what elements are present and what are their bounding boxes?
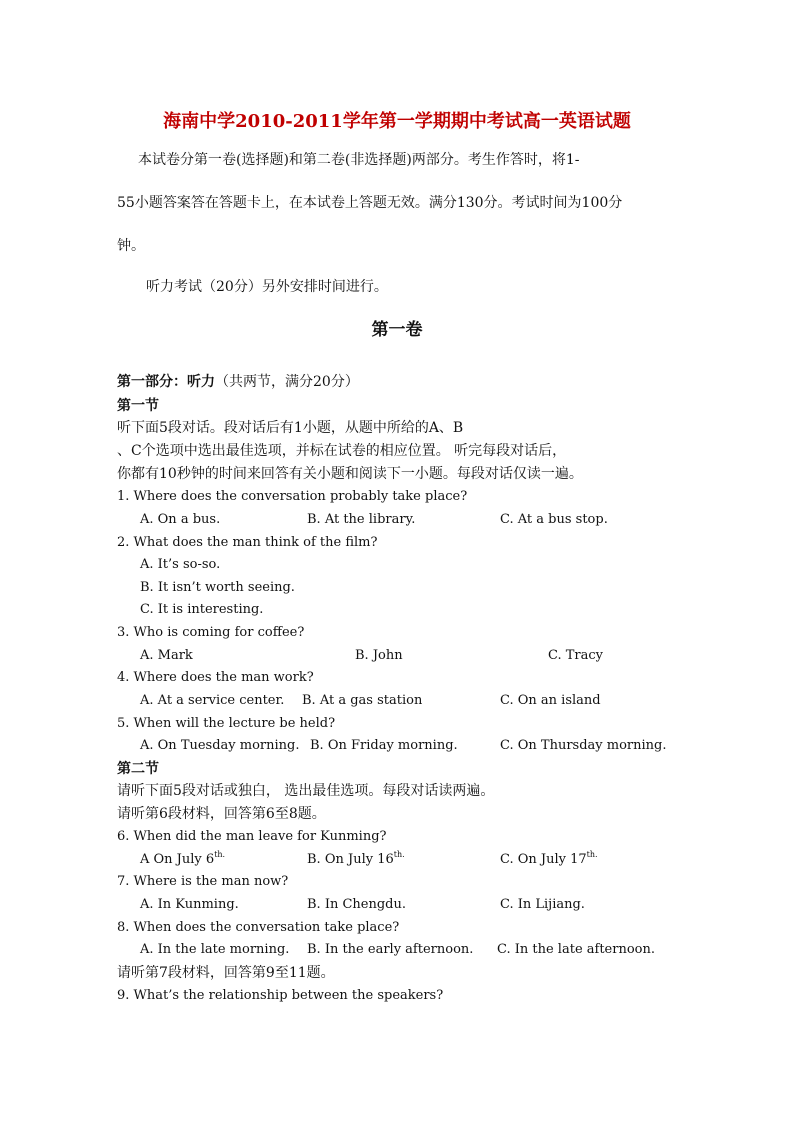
question-8-option-b: B. In the early afternoon. — [307, 942, 474, 957]
volume-title: 第一卷 — [371, 320, 423, 340]
intro-line-1: 本试卷分第一卷(选择题)和第二卷(非选择题)两部分。考生作答时，将1- — [138, 152, 580, 168]
question-6-option-b-sup: th. — [393, 850, 405, 859]
question-3-option-a: A. Mark — [140, 648, 193, 663]
question-1-option-a: A. On a bus. — [140, 512, 221, 527]
question-6-option-a-text: A On July 6 — [140, 852, 215, 867]
question-6-option-c-sup: th. — [586, 850, 598, 859]
question-6-option-b — [307, 851, 405, 868]
intro-line-4: 听力考试（20分）另外安排时间进行。 — [146, 279, 388, 295]
question-2-stem: 2. What does the man think of the film? — [117, 535, 378, 550]
section2-material-7: 请听第7段材料，回答第9至11题。 — [117, 965, 335, 981]
question-4-option-a: A. At a service center. — [140, 693, 285, 708]
question-2-option-a: A. It’s so-so. — [140, 557, 221, 572]
question-6-stem: 6. When did the man leave for Kunming? — [117, 829, 387, 844]
exam-title: 海南中学2010-2011学年第一学期期中考试高一英语试题 — [163, 111, 631, 132]
section2-heading: 第二节 — [117, 761, 159, 777]
question-7-option-b: B. In Chengdu. — [307, 897, 406, 912]
question-4-option-b: B. At a gas station — [302, 693, 423, 708]
section1-heading: 第一节 — [117, 398, 159, 414]
question-8-stem: 8. When does the conversation take place? — [117, 920, 400, 935]
question-2-option-c: C. It is interesting. — [140, 602, 264, 617]
question-6-option-c-text: C. On July 17 — [500, 852, 587, 867]
question-7-stem: 7. Where is the man now? — [117, 874, 289, 889]
question-5-option-a: A. On Tuesday morning. — [140, 738, 300, 753]
question-5-stem: 5. When will the lecture be held? — [117, 716, 336, 731]
section2-instruction-1: 请听下面5段对话或独白， 选出最佳选项。每段对话读两遍。 — [117, 783, 495, 799]
question-4-stem: 4. Where does the man work? — [117, 670, 314, 685]
part1-heading — [117, 373, 359, 391]
question-8-option-a: A. In the late morning. — [140, 942, 290, 957]
part1-heading-bold: 第一部分：听力 — [117, 374, 215, 390]
question-6-option-b-text: B. On July 16 — [307, 852, 394, 867]
question-3-option-c: C. Tracy — [548, 648, 604, 663]
question-2-option-b: B. It isn’t worth seeing. — [140, 580, 295, 595]
question-9-stem: 9. What’s the relationship between the speakers? — [117, 988, 444, 1003]
question-1-stem: 1. Where does the conversation probably take place? — [117, 489, 468, 504]
intro-line-2: 55小题答案答在答题卡上，在本试卷上答题无效。满分130分。考试时间为100分 — [117, 195, 623, 211]
question-3-stem: 3. Who is coming for coffee? — [117, 625, 305, 640]
question-5-option-c: C. On Thursday morning. — [500, 738, 667, 753]
question-5-option-b: B. On Friday morning. — [310, 738, 458, 753]
section1-instruction-2: 、C个选项中选出最佳选项，并标在试卷的相应位置。 听完每段对话后， — [117, 443, 567, 459]
question-1-option-c: C. At a bus stop. — [500, 512, 608, 527]
section2-material-6: 请听第6段材料，回答第6至8题。 — [117, 806, 326, 822]
question-1-option-b: B. At the library. — [307, 512, 416, 527]
question-7-option-a: A. In Kunming. — [140, 897, 239, 912]
question-4-option-c: C. On an island — [500, 693, 601, 708]
question-6-option-a-sup: th. — [214, 850, 226, 859]
question-6-option-a — [140, 851, 225, 868]
part1-heading-rest: （共两节，满分20分） — [215, 374, 359, 390]
question-8-option-c: C. In the late afternoon. — [497, 942, 655, 957]
question-3-option-b: B. John — [355, 648, 403, 663]
intro-line-3: 钟。 — [117, 238, 145, 254]
question-7-option-c: C. In Lijiang. — [500, 897, 585, 912]
question-6-option-c — [500, 851, 598, 868]
section1-instruction-3: 你都有10秒钟的时间来回答有关小题和阅读下一小题。每段对话仅读一遍。 — [117, 466, 583, 482]
section1-instruction-1: 听下面5段对话。段对话后有1小题，从题中所给的A、B — [117, 420, 464, 436]
